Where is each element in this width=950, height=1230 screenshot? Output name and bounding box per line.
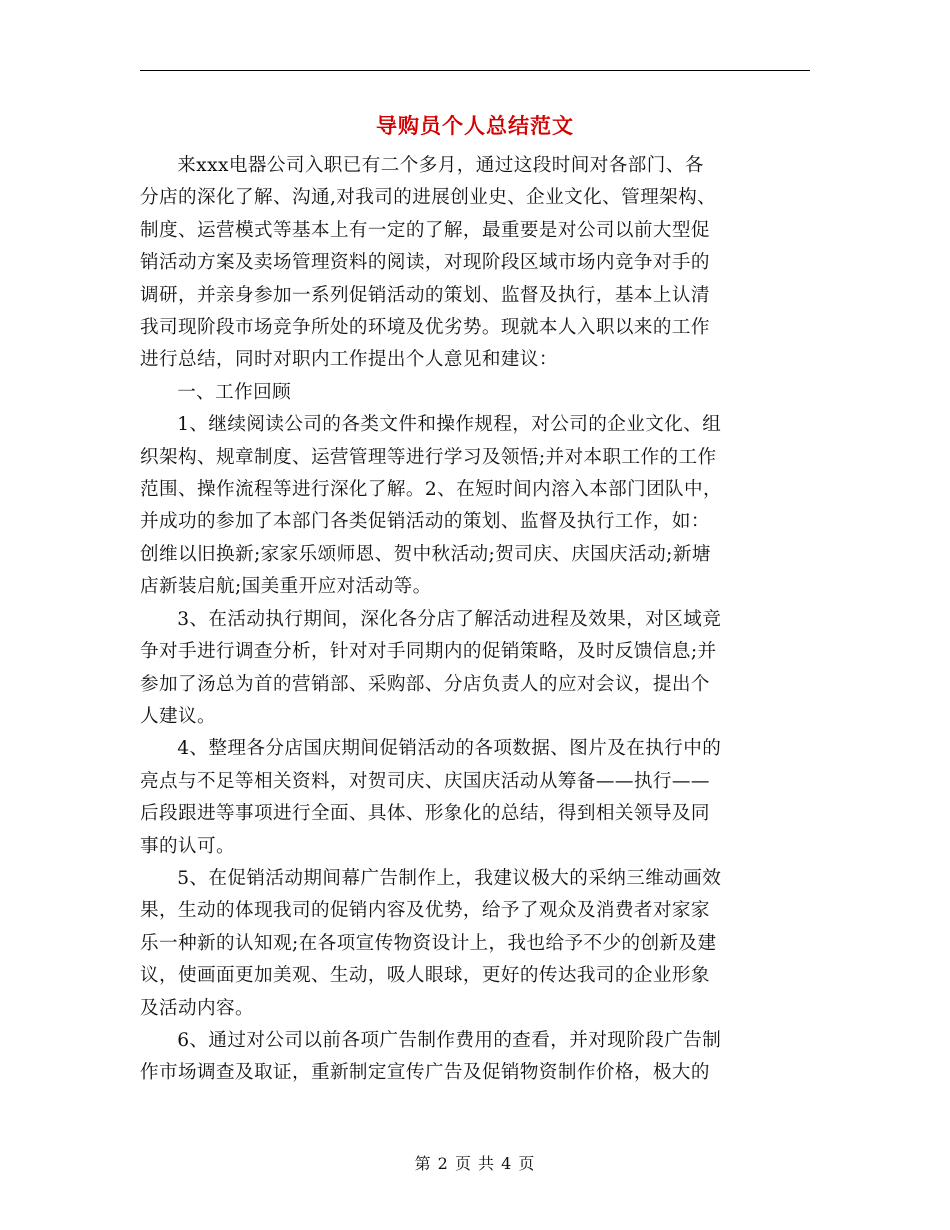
text-line: 事的认可。 [140,835,235,857]
paragraph-item-6 [140,1025,810,1090]
text-line: 4、整理各分店国庆期间促销活动的各项数据、图片及在执行中的 [177,738,722,760]
text-line: 参加了汤总为首的营销部、采购部、分店负责人的应对会议，提出个 [140,673,710,695]
text-line: 创维以旧换新;家家乐颂师恩、贺中秋活动;贺司庆、庆国庆活动;新塘 [140,543,711,565]
paragraph-intro [140,150,810,377]
document-title: 导购员个人总结范文 [376,113,574,138]
paragraph-item-4 [140,733,810,863]
text-line: 6、通过对公司以前各项广告制作费用的查看，并对现阶段广告制 [177,1029,722,1051]
text-line: 果，生动的体现我司的促销内容及优势，给予了观众及消费者对家家 [140,900,710,922]
text-line: 一、工作回顾 [177,381,292,403]
paragraph-item-3 [140,604,810,734]
text-line: 后段跟进等事项进行全面、具体、形象化的总结，得到相关领导及同 [140,803,710,825]
paragraph-item-5 [140,863,810,1025]
text-line: 进行总结，同时对职内工作提出个人意见和建议： [140,349,558,371]
document-body [140,150,810,1090]
page-number-footer: 第 2 页 共 4 页 [414,1154,536,1173]
paragraph-item-1 [140,409,810,603]
text-line: 亮点与不足等相关资料，对贺司庆、庆国庆活动从筹备——执行—— [140,770,710,792]
text-line: 议，使画面更加美观、生动，吸人眼球，更好的传达我司的企业形象 [140,965,710,987]
text-line: 5、在促销活动期间幕广告制作上，我建议极大的采纳三维动画效 [177,867,722,889]
text-line: 织架构、规章制度、运营管理等进行学习及领悟;并对本职工作的工作 [140,446,717,468]
text-line: 作市场调查及取证，重新制定宣传广告及促销物资制作价格，极大的 [140,1062,710,1084]
text-line: 3、在活动执行期间，深化各分店了解活动进程及效果，对区域竞 [177,608,722,630]
text-line: 来xxx电器公司入职已有二个多月，通过这段时间对各部门、各 [177,155,704,176]
text-line: 调研，并亲身参加一系列促销活动的策划、监督及执行，基本上认清 [140,284,710,306]
text-line: 店新装启航;国美重开应对活动等。 [140,576,432,598]
text-line: 制度、运营模式等基本上有一定的了解，最重要是对公司以前大型促 [140,219,710,241]
text-line: 人建议。 [140,705,216,727]
header-rule [140,70,810,71]
text-line: 分店的深化了解、沟通,对我司的进展创业史、企业文化、管理架构、 [140,187,717,209]
text-line: 乐一种新的认知观;在各项宣传物资设计上，我也给予不少的创新及建 [140,932,717,954]
text-line: 争对手进行调查分析，针对对手同期内的促销策略，及时反馈信息;并 [140,641,717,663]
text-line: 1、继续阅读公司的各类文件和操作规程，对公司的企业文化、组 [177,414,722,436]
text-line: 我司现阶段市场竞争所处的环境及优劣势。现就本人入职以来的工作 [140,317,710,339]
text-line: 及活动内容。 [140,997,254,1019]
text-line: 并成功的参加了本部门各类促销活动的策划、监督及执行工作，如： [140,511,710,533]
text-line: 销活动方案及卖场管理资料的阅读，对现阶段区域市场内竞争对手的 [140,252,710,274]
text-line: 范围、操作流程等进行深化了解。2、在短时间内溶入本部门团队中， [140,479,723,501]
paragraph-section-1-heading [140,377,810,409]
